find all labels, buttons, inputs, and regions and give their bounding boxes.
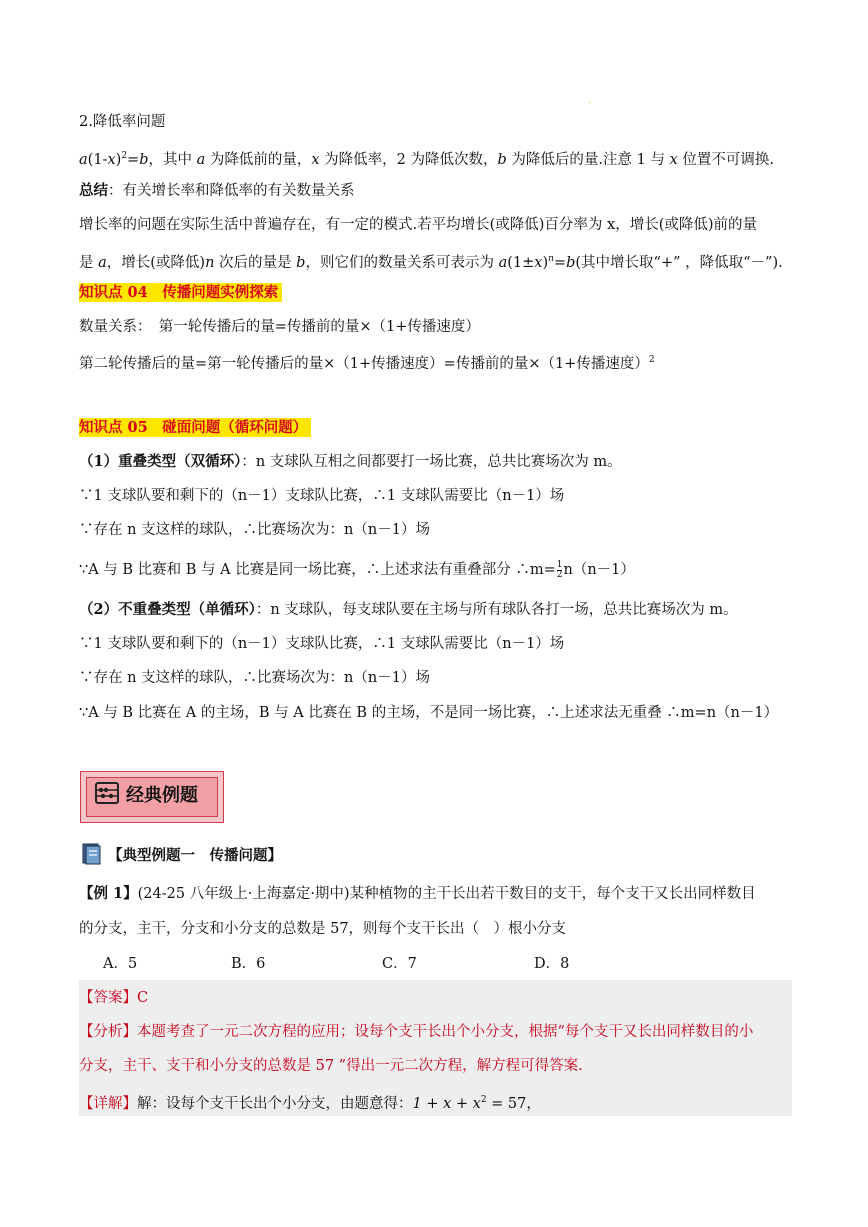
- analysis-line-1: 【分析】本题考查了一元二次方程的应用；设每个支干长出个小分支，根据“每个支干又长出同样数目的小: [79, 1024, 754, 1040]
- kp05-p2-line-3: ∵A 与 B 比赛在 A 的主场，B 与 A 比赛在 B 的主场，不是同一场比赛，∴上述求法无重叠 ∴m=n（n－1）: [79, 705, 779, 721]
- example-type-title: 【典型例题一 传播问题】: [108, 847, 282, 864]
- book-icon: [80, 842, 104, 870]
- kp05-p2-line-2: ∵存在 n 支这样的球队，∴比赛场次为：n（n－1）场: [79, 670, 430, 686]
- kp05-p1-line-3: ∵A 与 B 比赛和 B 与 A 比赛是同一场比赛，∴上述求法有重叠部分 ∴m= $\frac{1}{2}$ n（n－1）: [79, 559, 635, 580]
- detail-line: 【详解】解：设每个支干长出个小分支，由题意得：$1 + x + x^2 = 57$，: [79, 1095, 541, 1112]
- summary-line-1: 增长率的问题在实际生活中普遍存在，有一定的模式.若平均增长(或降低)百分率为 x，增长(或降低)前的量: [79, 217, 758, 233]
- decrease-formula-line: $a(1-x)^2=b$，其中 a 为降低前的量，x 为降低率，2 为降低次数，b 为降低后的量.注意 1 与 x 位置不可调换.: [79, 151, 774, 168]
- classic-examples-badge: [80, 771, 224, 823]
- option-d: D．8: [534, 956, 570, 972]
- abacus-icon: [94, 780, 120, 810]
- analysis-line-2: 分支，主干、支干和小分支的总数是 57 ”得出一元二次方程，解方程可得答案.: [79, 1058, 583, 1074]
- kp04-line-2: 第二轮传播后的量=第一轮传播后的量×（1+传播速度）=传播前的量×（1+传播速度）$^2$: [79, 355, 655, 372]
- kp05-title: 知识点 05 碰面问题（循环问题）: [79, 418, 311, 438]
- kp05-p2-line-1: ∵1 支球队要和剩下的（n－1）支球队比赛，∴1 支球队需要比（n－1）场: [79, 636, 565, 652]
- decor-dot: ·: [588, 98, 592, 109]
- option-a: A．5: [103, 956, 138, 972]
- kp05-p1-line-1: ∵1 支球队要和剩下的（n－1）支球队比赛，∴1 支球队需要比（n－1）场: [79, 488, 565, 504]
- classic-examples-title: 经典例题: [126, 785, 198, 806]
- option-b: B．6: [231, 956, 266, 972]
- example1-line-2: 的分支，主干，分支和小分支的总数是 57，则每个支干长出（ ）根小分支: [79, 921, 567, 937]
- answer-line: 【答案】C: [79, 990, 149, 1006]
- fraction-one-half: $\frac{1}{2}$: [556, 559, 563, 580]
- kp05-p1-heading: （1）重叠类型（双循环）：n 支球队互相之间都要打一场比赛，总共比赛场次为 m。: [79, 453, 622, 470]
- example1-line-1: 【例 1】(24-25 八年级上·上海嘉定·期中)某种植物的主干长出若干数目的支干，每个支干又长出同样数目: [79, 885, 756, 902]
- kp05-p2-heading: （2）不重叠类型（单循环）：n 支球队，每支球队要在主场与所有球队各打一场，总共比赛场次为 m。: [79, 601, 738, 618]
- kp04-line-1: 数量关系： 第一轮传播后的量=传播前的量×（1+传播速度）: [79, 319, 480, 335]
- kp05-p1-line-2: ∵存在 n 支这样的球队，∴比赛场次为：n（n－1）场: [79, 522, 430, 538]
- option-c: C．7: [382, 956, 417, 972]
- kp04-title: 知识点 04 传播问题实例探索: [79, 283, 282, 303]
- summary-heading: 总结：有关增长率和降低率的有关数量关系: [79, 182, 355, 199]
- section-heading-decrease: 2.降低率问题: [79, 114, 166, 130]
- summary-line-2: 是 a，增长(或降低)n 次后的量是 b，则它们的数量关系可表示为 $a(1\pm x)^n=b$(其中增长取“+” ，降低取“－”).: [79, 254, 783, 271]
